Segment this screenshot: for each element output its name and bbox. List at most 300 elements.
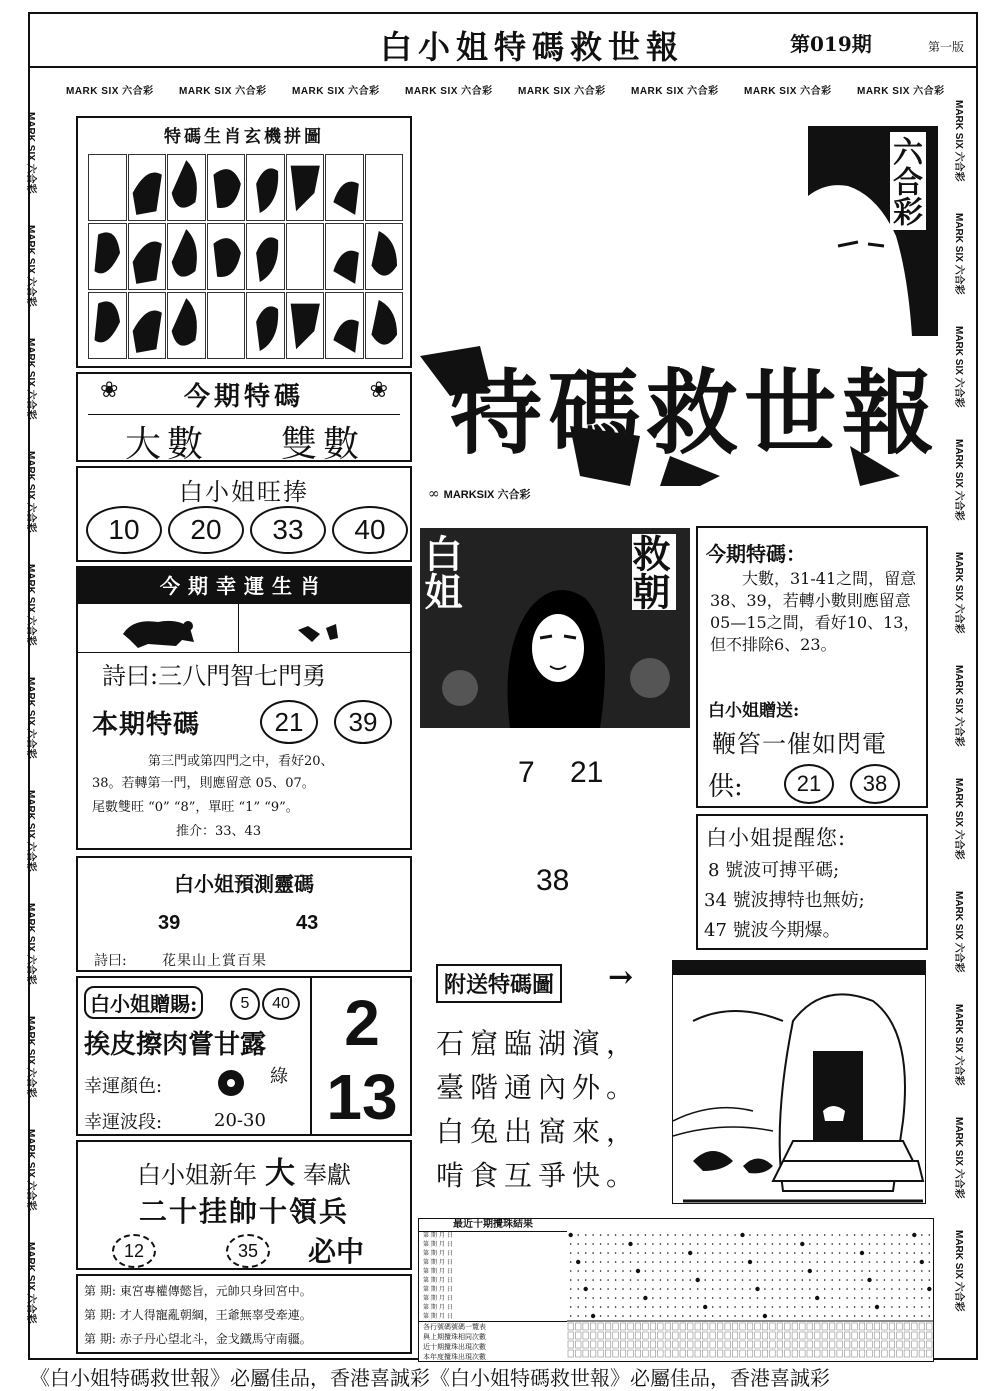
results-cell <box>620 1323 626 1330</box>
results-dot <box>861 1315 863 1317</box>
results-cell <box>710 1350 716 1357</box>
watermark-mark: MARK SIX 六合彩 <box>179 86 267 97</box>
zodiac-puzzle-panel <box>76 116 412 368</box>
gift-title: 白小姐贈賜: <box>90 992 198 1016</box>
results-dot <box>712 1315 714 1317</box>
results-cell <box>590 1350 596 1357</box>
results-dot <box>794 1288 796 1290</box>
results-dot <box>727 1270 729 1272</box>
results-dot <box>891 1243 893 1245</box>
results-cell <box>822 1323 828 1330</box>
gift-phrase: 挨皮擦肉嘗甘露 <box>84 1030 267 1060</box>
results-dot <box>688 1251 692 1255</box>
results-dot <box>645 1243 647 1245</box>
results-dot <box>816 1288 818 1290</box>
results-dot <box>675 1315 677 1317</box>
results-dot <box>757 1270 759 1272</box>
results-cell <box>837 1323 843 1330</box>
zodiac-image-left <box>78 604 239 653</box>
puzzle-tile <box>365 223 404 290</box>
results-cell <box>702 1332 708 1339</box>
results-dot <box>712 1288 714 1290</box>
results-dot <box>615 1288 617 1290</box>
results-dot <box>816 1243 818 1245</box>
results-cell <box>807 1341 813 1348</box>
results-dot <box>643 1296 647 1300</box>
results-dot <box>585 1261 587 1263</box>
results-cell <box>852 1341 858 1348</box>
results-dot <box>824 1297 826 1299</box>
results-dot <box>667 1306 669 1308</box>
results-dot <box>689 1279 691 1281</box>
results-dot <box>719 1261 721 1263</box>
results-cell <box>628 1341 634 1348</box>
results-cell <box>785 1323 791 1330</box>
results-dot <box>846 1252 848 1254</box>
history-row <box>84 1306 312 1323</box>
results-dot <box>794 1234 796 1236</box>
number-ball: 5 <box>230 988 260 1020</box>
results-cell <box>770 1350 776 1357</box>
results-cell <box>658 1323 664 1330</box>
results-dot <box>839 1306 841 1308</box>
results-dot <box>891 1279 893 1281</box>
results-dot <box>846 1243 848 1245</box>
results-dot <box>824 1306 826 1308</box>
desc-line: 第三門或第四門之中，看好20、 <box>148 754 334 769</box>
results-dot <box>884 1288 886 1290</box>
watermark-mark: MARK SIX 六合彩 <box>25 451 36 533</box>
results-cell <box>732 1350 738 1357</box>
history-row <box>84 1330 312 1347</box>
results-dot <box>854 1243 856 1245</box>
divider <box>88 414 400 415</box>
results-dot <box>727 1243 729 1245</box>
results-cell <box>874 1350 880 1357</box>
results-dot <box>808 1269 812 1273</box>
results-cell <box>665 1323 671 1330</box>
results-dot <box>660 1243 662 1245</box>
results-dot <box>734 1270 736 1272</box>
results-cell <box>762 1341 768 1348</box>
results-dot <box>697 1270 699 1272</box>
results-dot <box>742 1261 744 1263</box>
results-dot <box>622 1234 624 1236</box>
results-dot <box>846 1234 848 1236</box>
results-dot <box>861 1234 863 1236</box>
results-dot <box>809 1243 811 1245</box>
results-dot <box>585 1315 587 1317</box>
results-dot <box>831 1270 833 1272</box>
results-dot <box>682 1297 684 1299</box>
results-dot <box>772 1306 774 1308</box>
results-dot <box>697 1315 699 1317</box>
results-dot <box>645 1306 647 1308</box>
results-dot <box>884 1261 886 1263</box>
supply-label: 供: <box>708 772 743 802</box>
results-cell <box>785 1341 791 1348</box>
results-dot <box>816 1261 818 1263</box>
results-dot <box>831 1261 833 1263</box>
results-cell <box>844 1350 850 1357</box>
results-dot <box>689 1270 691 1272</box>
results-dot <box>787 1261 789 1263</box>
results-dot <box>570 1297 572 1299</box>
cave-illustration <box>672 960 926 1204</box>
results-dot <box>607 1297 609 1299</box>
results-cell <box>583 1341 589 1348</box>
results-dot <box>600 1279 602 1281</box>
results-dot <box>742 1279 744 1281</box>
puzzle-tile <box>88 154 127 221</box>
puzzle-tile <box>246 292 285 359</box>
results-cell <box>613 1323 619 1330</box>
results-dot <box>800 1242 804 1246</box>
results-dot <box>742 1315 744 1317</box>
results-dot <box>861 1306 863 1308</box>
results-dot <box>652 1270 654 1272</box>
results-dot <box>734 1261 736 1263</box>
results-dot <box>652 1243 654 1245</box>
results-cell <box>822 1350 828 1357</box>
results-dot <box>906 1306 908 1308</box>
results-dot <box>577 1297 579 1299</box>
results-dot <box>876 1234 878 1236</box>
results-dot <box>630 1288 632 1290</box>
poem-line <box>102 656 326 691</box>
results-dot <box>592 1297 594 1299</box>
results-cell <box>837 1341 843 1348</box>
results-dot <box>794 1315 796 1317</box>
results-cell <box>605 1350 611 1357</box>
results-dot <box>914 1306 916 1308</box>
number-ball: 20 <box>168 506 244 554</box>
results-dot <box>875 1305 879 1309</box>
puzzle-tile <box>128 223 167 290</box>
results-dot <box>749 1297 751 1299</box>
results-dot <box>630 1279 632 1281</box>
results-dot <box>772 1261 774 1263</box>
results-dot <box>645 1288 647 1290</box>
results-dot <box>719 1306 721 1308</box>
results-cell <box>688 1350 694 1357</box>
results-dot <box>637 1243 639 1245</box>
results-dot <box>727 1306 729 1308</box>
history-text: 才人得寵亂朝綱，王爺無辜受牽連。 <box>119 1308 312 1322</box>
lucky-zodiac-title: 今期幸運生肖 <box>78 568 410 604</box>
results-dot <box>704 1234 706 1236</box>
results-dot <box>592 1234 594 1236</box>
results-cell <box>576 1341 582 1348</box>
results-dot <box>615 1270 617 1272</box>
results-dot <box>600 1234 602 1236</box>
results-dot <box>570 1252 572 1254</box>
results-dot <box>779 1288 781 1290</box>
results-dot <box>600 1297 602 1299</box>
hero-headline: 特碼救世報 <box>450 359 941 467</box>
results-dot <box>600 1306 602 1308</box>
results-dot <box>592 1261 594 1263</box>
results-cell <box>688 1323 694 1330</box>
results-dot <box>652 1306 654 1308</box>
results-row: 第 期 月 日 <box>423 1241 453 1248</box>
results-dot <box>727 1279 729 1281</box>
watermark-mark: MARK SIX 六合彩 <box>25 790 36 872</box>
results-dot <box>914 1279 916 1281</box>
prediction-number: 43 <box>296 912 319 934</box>
results-cell <box>598 1350 604 1357</box>
special-type-title: 今期特碼 <box>183 382 304 412</box>
results-cell <box>852 1323 858 1330</box>
results-footer-row: 與上期攪珠相同次數 <box>423 1333 486 1341</box>
results-cell <box>635 1350 641 1357</box>
results-footer-row: 各行號碼號碼一覽表 <box>419 1321 567 1332</box>
results-cell <box>732 1341 738 1348</box>
results-dot <box>645 1270 647 1272</box>
results-cell <box>829 1350 835 1357</box>
results-dot <box>839 1261 841 1263</box>
results-dot <box>622 1297 624 1299</box>
results-dot <box>570 1279 572 1281</box>
results-cell <box>912 1332 918 1339</box>
results-cell <box>635 1332 641 1339</box>
results-title: 最近十期攪珠結果 <box>419 1219 567 1232</box>
results-dot <box>622 1306 624 1308</box>
puzzle-tile <box>325 292 364 359</box>
watermark-mark: MARK SIX 六合彩 <box>953 778 964 860</box>
results-dot <box>869 1252 871 1254</box>
results-dot <box>719 1252 721 1254</box>
special-label: 本期特碼 <box>92 710 201 740</box>
results-cell <box>568 1341 574 1348</box>
results-cell <box>598 1341 604 1348</box>
prediction-title: 白小姐預測靈碼 <box>174 874 314 896</box>
puzzle-tile <box>286 154 325 221</box>
photo-number: 7 <box>518 756 535 789</box>
results-dot <box>622 1270 624 1272</box>
results-dot <box>802 1261 804 1263</box>
results-dot <box>712 1252 714 1254</box>
results-dot <box>906 1297 908 1299</box>
results-dot <box>704 1252 706 1254</box>
results-cell <box>665 1341 671 1348</box>
results-cell <box>889 1323 895 1330</box>
results-dot <box>628 1242 632 1246</box>
results-dot <box>748 1260 752 1264</box>
results-dot <box>884 1297 886 1299</box>
results-dot <box>764 1234 766 1236</box>
results-dot <box>802 1270 804 1272</box>
results-dot <box>787 1234 789 1236</box>
history-panel <box>76 1274 412 1354</box>
results-dot <box>921 1243 923 1245</box>
results-cell <box>568 1323 574 1330</box>
results-cell <box>665 1350 671 1357</box>
results-dot <box>824 1279 826 1281</box>
results-dot <box>636 1269 640 1273</box>
results-dot <box>660 1297 662 1299</box>
results-cell <box>620 1341 626 1348</box>
results-dot <box>899 1270 901 1272</box>
results-cell <box>792 1332 798 1339</box>
results-cell <box>829 1323 835 1330</box>
results-dot <box>854 1270 856 1272</box>
new-year-title <box>78 1148 410 1192</box>
results-cell <box>740 1323 746 1330</box>
results-dot <box>921 1252 923 1254</box>
results-dot <box>876 1252 878 1254</box>
results-dot <box>929 1279 931 1281</box>
history-label: 第 期: <box>84 1332 116 1346</box>
results-dot <box>734 1279 736 1281</box>
results-dot <box>719 1270 721 1272</box>
results-dot <box>600 1261 602 1263</box>
results-dot <box>712 1306 714 1308</box>
results-dot <box>772 1270 774 1272</box>
results-dot <box>929 1234 931 1236</box>
results-dot <box>697 1261 699 1263</box>
results-cell <box>815 1332 821 1339</box>
number-ball: 21 <box>260 700 318 744</box>
results-dot <box>921 1297 923 1299</box>
results-dot <box>719 1315 721 1317</box>
masthead: 白小姐特碼救世報 <box>380 28 685 66</box>
results-dot <box>839 1243 841 1245</box>
puzzle-tile <box>325 154 364 221</box>
results-dot <box>645 1279 647 1281</box>
results-dot <box>920 1260 924 1264</box>
results-dot <box>787 1288 789 1290</box>
watermark-mark: MARK SIX 六合彩 <box>953 326 964 408</box>
results-dot <box>861 1297 863 1299</box>
attached-title: 附送特碼圖 <box>444 972 555 998</box>
special-type-panel <box>76 372 412 465</box>
results-dot <box>809 1297 811 1299</box>
results-dot <box>570 1315 572 1317</box>
results-dot <box>660 1261 662 1263</box>
results-dot <box>906 1243 908 1245</box>
results-dot <box>615 1297 617 1299</box>
watermark-mark: MARK SIX 六合彩 <box>857 86 945 97</box>
results-dot <box>719 1279 721 1281</box>
results-cell <box>755 1341 761 1348</box>
results-dot <box>899 1288 901 1290</box>
results-dot <box>867 1278 871 1282</box>
results-dot <box>854 1252 856 1254</box>
poem-text: 三八門智七門勇 <box>158 662 327 690</box>
results-dot <box>749 1243 751 1245</box>
results-cell <box>867 1323 873 1330</box>
watermark-mark: MARK SIX 六合彩 <box>66 86 154 97</box>
results-dot <box>675 1306 677 1308</box>
results-cell <box>732 1323 738 1330</box>
results-cell <box>837 1350 843 1357</box>
special-type-left: 大數 <box>124 424 209 465</box>
results-dot <box>921 1279 923 1281</box>
hero-marksix <box>428 486 530 502</box>
results-dot <box>734 1234 736 1236</box>
results-dot <box>914 1252 916 1254</box>
results-dot <box>906 1315 908 1317</box>
desc-line: 38。若轉第一門，則應留意 05、07。 <box>92 776 315 791</box>
results-dot <box>675 1252 677 1254</box>
results-cell <box>897 1332 903 1339</box>
color-dot-icon <box>218 1070 244 1096</box>
results-table <box>418 1218 934 1362</box>
results-dot <box>831 1306 833 1308</box>
results-dot <box>652 1234 654 1236</box>
results-cell <box>919 1323 925 1330</box>
results-dot <box>779 1270 781 1272</box>
number-ball: 12 <box>112 1234 156 1268</box>
number-ball: 21 <box>784 764 834 804</box>
results-cell <box>882 1332 888 1339</box>
results-dot <box>569 1233 573 1237</box>
results-dot <box>891 1261 893 1263</box>
results-rows <box>419 1231 567 1321</box>
results-cell <box>785 1332 791 1339</box>
results-dot <box>704 1315 706 1317</box>
results-dot <box>899 1234 901 1236</box>
results-cell <box>755 1323 761 1330</box>
results-dot <box>682 1261 684 1263</box>
new-year-panel <box>76 1140 412 1270</box>
prediction-number: 39 <box>158 912 181 934</box>
results-cell <box>673 1332 679 1339</box>
must-win-label: 必中 <box>308 1235 365 1268</box>
results-dot <box>929 1306 931 1308</box>
results-dot <box>757 1234 759 1236</box>
results-dot <box>854 1315 856 1317</box>
puzzle-tile <box>246 154 285 221</box>
results-dot <box>712 1279 714 1281</box>
results-dot <box>727 1252 729 1254</box>
results-row: 第 期 月 日 <box>423 1232 453 1239</box>
results-dot <box>802 1234 804 1236</box>
results-dot <box>831 1315 833 1317</box>
results-dot <box>652 1279 654 1281</box>
results-dot <box>794 1261 796 1263</box>
results-dot <box>689 1243 691 1245</box>
results-dot <box>906 1270 908 1272</box>
results-dot <box>615 1261 617 1263</box>
results-dot <box>615 1252 617 1254</box>
results-dot <box>667 1279 669 1281</box>
watermark-mark: MARK SIX 六合彩 <box>405 86 493 97</box>
results-dot <box>742 1297 744 1299</box>
results-cell <box>643 1323 649 1330</box>
portrait-right-text: 救朝 <box>632 534 676 610</box>
results-dot <box>577 1306 579 1308</box>
results-footer <box>419 1321 567 1361</box>
results-cell <box>785 1350 791 1357</box>
results-dot <box>809 1261 811 1263</box>
results-dot <box>689 1306 691 1308</box>
results-dot <box>600 1288 602 1290</box>
results-dot <box>860 1251 864 1255</box>
results-dot <box>772 1252 774 1254</box>
results-dot <box>652 1252 654 1254</box>
attached-poem-line: 臺階通內外。 <box>436 1071 641 1104</box>
results-dot <box>637 1297 639 1299</box>
results-dot <box>884 1279 886 1281</box>
results-dot <box>622 1279 624 1281</box>
rings-icon: ∞ <box>428 486 440 502</box>
results-dot <box>727 1261 729 1263</box>
results-dot <box>740 1233 744 1237</box>
results-dot <box>869 1234 871 1236</box>
results-dot <box>607 1288 609 1290</box>
